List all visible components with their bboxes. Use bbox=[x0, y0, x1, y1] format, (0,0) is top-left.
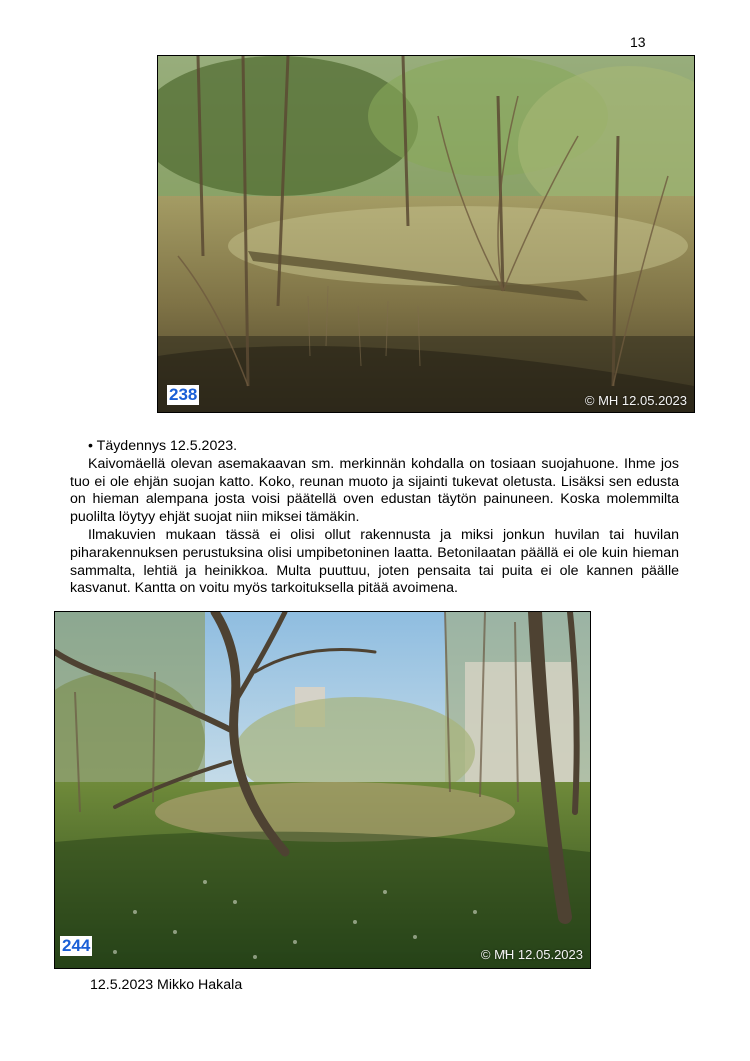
photo-number-label: 244 bbox=[62, 936, 91, 955]
photo-credit: © MH 12.05.2023 bbox=[584, 393, 687, 408]
supplement-heading: • Täydennys 12.5.2023. bbox=[88, 438, 238, 454]
photo-244 bbox=[54, 611, 591, 969]
forest-clearing-photo bbox=[158, 56, 694, 412]
paragraph-2: Ilmakuvien mukaan tässä ei olisi ollut rakennusta ja miksi jonkun huvilan tai huvilan piharakennuksen perustuksina olisi umpibetoninen laatta. Betonilaatan päällä ei ole kuin hieman sammalta, lehtiä ja heinikkoa. Multa puuttuu, joten pensaita tai puita ei ole kannen päälle kasvanut. Kantta on voitu myös tarkoituksella pitää avoimena. bbox=[70, 526, 679, 597]
signature-line: 12.5.2023 Mikko Hakala bbox=[90, 977, 243, 993]
photo-credit: © MH 12.05.2023 bbox=[480, 947, 583, 962]
photo-238 bbox=[157, 55, 695, 413]
photo-number-label: 238 bbox=[169, 385, 198, 404]
body-text bbox=[70, 438, 679, 598]
paragraph-1: Kaivomäellä olevan asemakaavan sm. merkinnän kohdalla on tosiaan suojahuone. Ihme jos tuo ei ole ehjän suojan katto. Koko, reunan muoto ja sijainti tukevat oletusta. Lisäksi sen edusta on hieman alempana josta voisi päätellä oven edustan täytön painuneen. Koska molemmilta puolilta löytyy ehjät suojat niin miksei tämäkin. bbox=[70, 455, 679, 526]
page-number: 13 bbox=[630, 34, 646, 50]
forest-glade-photo bbox=[55, 612, 590, 968]
